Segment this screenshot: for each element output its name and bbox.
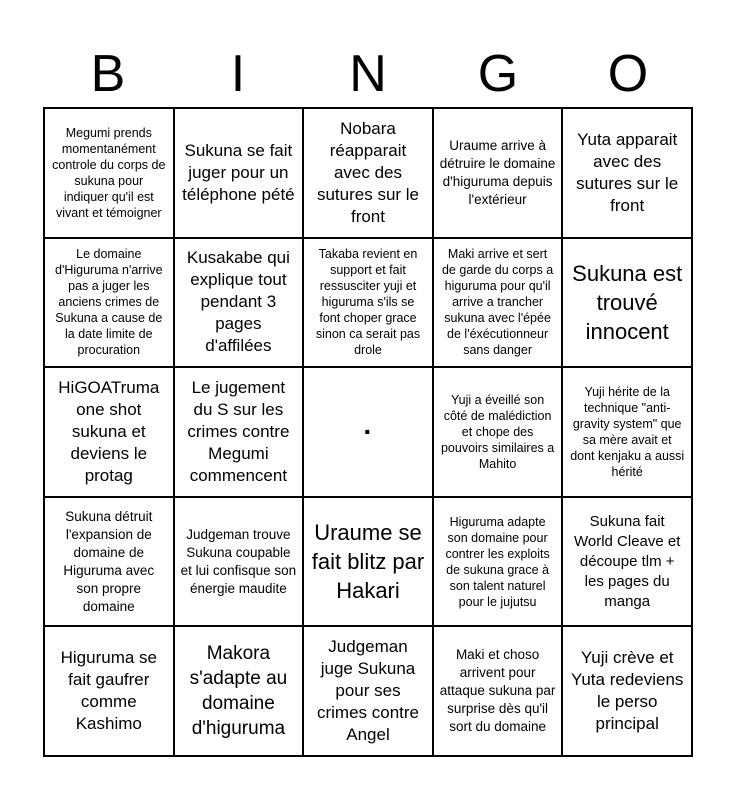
cell-text: Le domaine d'Higuruma n'arrive pas a juger les anciens crimes de Sukuna a cause de la date limite de procuration: [55, 247, 163, 358]
cell-text: Maki et choso arrivent pour attaque sukuna par surprise dès qu'il sort du domaine: [439, 647, 556, 735]
bingo-cell[interactable]: [44, 497, 174, 627]
bingo-header: [43, 40, 693, 108]
bingo-cell[interactable]: [433, 108, 563, 238]
cell-text: Megumi prends momentanément controle du corps de sukuna pour indiquer qu'il est vivant et témoigner: [52, 125, 166, 220]
cell-text: Sukuna est trouvé innocent: [572, 260, 683, 344]
cell-text: Sukuna fait World Cleave et découpe tlm + les pages du manga: [573, 512, 681, 610]
bingo-cell[interactable]: [44, 626, 174, 756]
cell-text: Le jugement du S sur les crimes contre Megumi commencent: [187, 377, 290, 485]
bingo-cell[interactable]: [174, 626, 304, 756]
bingo-grid: [43, 107, 693, 757]
cell-text: Higuruma se fait gaufrer comme Kashimo: [60, 648, 157, 734]
cell-text: Yuji hérite de la technique "anti-gravity system" que sa mère avait et dont kenjaku a aussi hérité: [570, 384, 685, 479]
cell-text: Takaba revient en support et fait ressusciter yuji et higuruma s'ils se font choper grace sinon ca serait pas drole: [315, 247, 421, 358]
cell-text: Sukuna se fait juger pour un téléphone pété: [182, 140, 295, 204]
header-letter-n: N: [349, 45, 387, 103]
bingo-cell[interactable]: [303, 497, 433, 627]
cell-text: Yuji crève et Yuta redeviens le perso principal: [570, 648, 684, 734]
cell-text: Kusakabe qui explique tout pendant 3 pages d'affilées: [186, 248, 290, 356]
header-letter-b: B: [90, 45, 126, 103]
bingo-cell[interactable]: [44, 238, 174, 368]
bingo-cell[interactable]: [174, 108, 304, 238]
cell-text: Judgeman juge Sukuna pour ses crimes contre Angel: [316, 637, 419, 745]
header-letter-g: G: [477, 45, 519, 103]
cell-text: Makora s'adapte au domaine d'higuruma: [189, 643, 288, 740]
bingo-cell[interactable]: [433, 497, 563, 627]
bingo-cell[interactable]: [562, 108, 692, 238]
bingo-cell[interactable]: [303, 108, 433, 238]
bingo-cell[interactable]: [174, 497, 304, 627]
cell-text: Yuta apparait avec des sutures sur le front: [576, 129, 679, 215]
header-letter-o: O: [607, 45, 649, 103]
bingo-cell[interactable]: [562, 238, 692, 368]
cell-text: Sukuna détruit l'expansion de domaine de Higuruma avec son propre domaine: [63, 508, 155, 614]
bingo-cell[interactable]: [433, 626, 563, 756]
cell-text: Yuji a éveillé son côté de malédiction et chope des pouvoirs similaires a Mahito: [440, 392, 555, 471]
bingo-cell[interactable]: [44, 367, 174, 497]
free-space-cell[interactable]: [303, 367, 433, 497]
bingo-cell[interactable]: [174, 238, 304, 368]
bingo-cell[interactable]: [562, 367, 692, 497]
bingo-cell[interactable]: [433, 367, 563, 497]
cell-text: Judgeman trouve Sukuna coupable et lui confisque son énergie maudite: [180, 526, 297, 596]
bingo-cell[interactable]: [174, 367, 304, 497]
bingo-cell[interactable]: [433, 238, 563, 368]
bingo-cell[interactable]: [303, 626, 433, 756]
cell-text: Maki arrive et sert de garde du corps a higuruma pour qu'il arrive a trancher sukuna avec l'épée de l'éxécutionneur sans danger: [441, 247, 554, 358]
cell-text: Nobara réapparait avec des sutures sur le front: [316, 118, 420, 226]
cell-text: Uraume arrive à détruire le domaine d'higuruma depuis l'extérieur: [439, 137, 556, 207]
cell-text: Higuruma adapte son domaine pour contrer les exploits de sukuna grace à son talent naturel pour le jujutsu: [445, 514, 550, 609]
header-letter-i: I: [230, 45, 246, 103]
bingo-cell[interactable]: [562, 626, 692, 756]
free-space-dot: ·: [363, 415, 373, 447]
cell-text: Uraume se fait blitz par Hakari: [311, 520, 425, 604]
bingo-cell[interactable]: [562, 497, 692, 627]
cell-text: HiGOATruma one shot sukuna et deviens le protag: [58, 377, 160, 485]
bingo-cell[interactable]: [44, 108, 174, 238]
bingo-cell[interactable]: [303, 238, 433, 368]
